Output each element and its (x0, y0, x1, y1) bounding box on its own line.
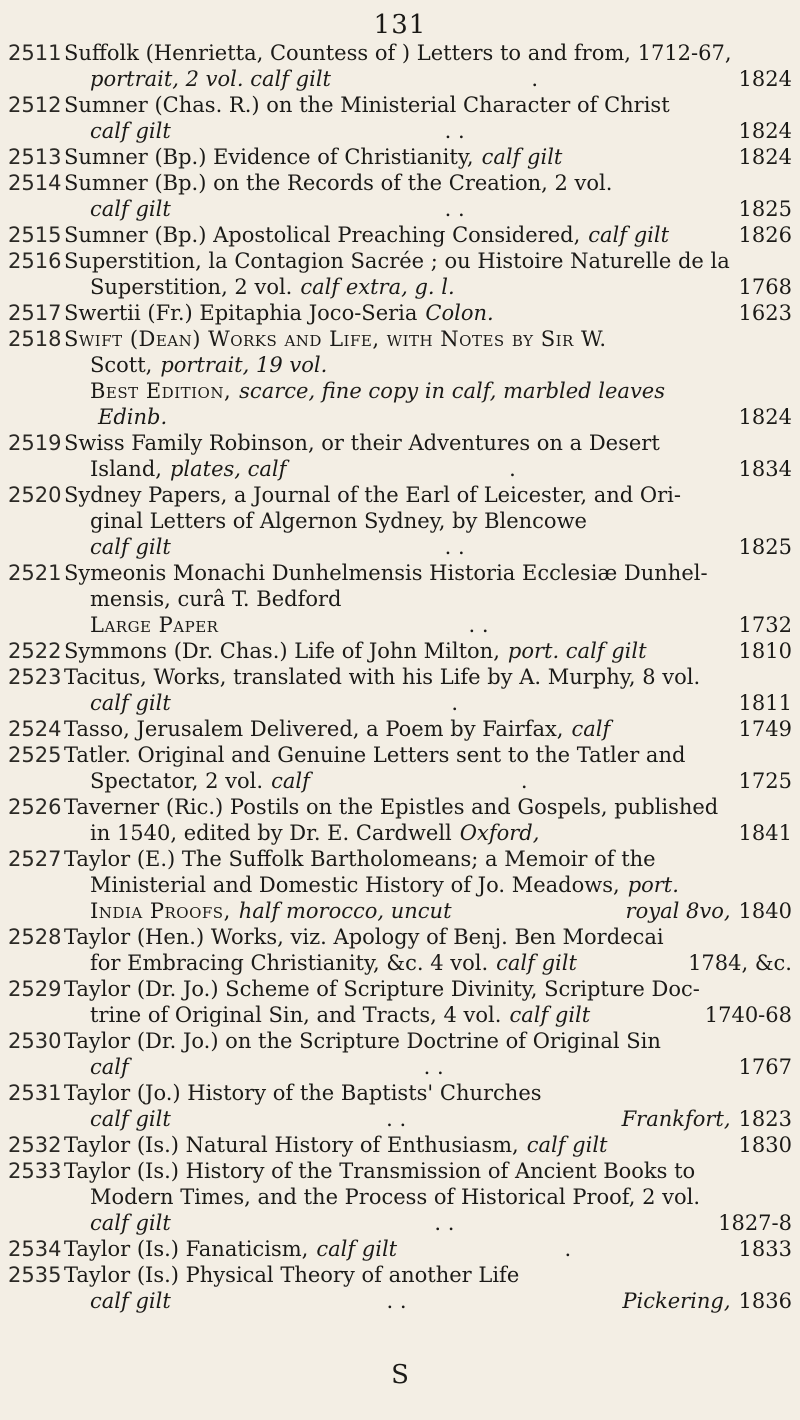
entry-line (64, 1184, 792, 1210)
entry-line (64, 508, 792, 534)
catalog-entry (8, 1262, 792, 1314)
entry-text: Taylor (Is.) Natural History of Enthusiasm, (64, 1133, 519, 1157)
entry-number: 2530 (8, 1029, 62, 1053)
entry-text: trine of Original Sin, and Tracts, 4 vol. (90, 1003, 502, 1027)
entry-number: 2528 (8, 925, 62, 949)
entry-year: 1830 (738, 1133, 792, 1157)
entry-line (64, 898, 792, 924)
entry-text: Superstition, 2 vol. (90, 275, 293, 299)
entry-body (64, 222, 792, 248)
entry-body (64, 794, 792, 846)
entry-place: Pickering, (622, 1289, 731, 1313)
entry-binding-note: calf (571, 717, 611, 741)
entry-binding-note: portrait, 19 vol. (160, 353, 328, 377)
entry-line (64, 196, 792, 222)
entry-text: Sydney Papers, a Journal of the Earl of Leicester, and Ori- (64, 483, 681, 507)
entry-binding-note: calf gilt (588, 223, 670, 247)
entry-text: Ministerial and Domestic History of Jo. Meadows, (90, 873, 620, 897)
entry-number: 2514 (8, 171, 62, 195)
entry-line (64, 664, 792, 690)
entry-text: Best Edition, (90, 379, 232, 403)
entry-number: 2521 (8, 561, 62, 585)
entry-body (64, 482, 792, 560)
entry-line (64, 300, 792, 326)
entry-line (64, 222, 792, 248)
entry-text: Scott, (90, 353, 153, 377)
entry-line (64, 430, 792, 456)
entry-line (64, 1132, 792, 1158)
entry-text: Tasso, Jerusalem Delivered, a Poem by Fairfax, (64, 717, 564, 741)
entry-line (64, 66, 792, 92)
entry-body (64, 326, 792, 430)
entry-number: 2522 (8, 639, 62, 663)
entry-text: Taylor (Dr. Jo.) on the Scripture Doctrine of Original Sin (64, 1029, 661, 1053)
entry-body (64, 664, 792, 716)
entry-line (64, 92, 792, 118)
entry-year: 1810 (738, 639, 792, 663)
entry-text: calf gilt (90, 691, 171, 715)
entry-year: 1811 (738, 691, 792, 715)
entry-line (64, 378, 792, 404)
entry-binding-note: calf gilt (509, 1003, 591, 1027)
entry-body (64, 976, 792, 1028)
entry-number: 2535 (8, 1263, 62, 1287)
entry-text: Modern Times, and the Process of Historical Proof, 2 vol. (90, 1185, 701, 1209)
leader-dots: . (451, 691, 458, 715)
entry-body (64, 300, 792, 326)
entry-year: 1767 (738, 1055, 792, 1079)
entry-year: 1826 (738, 223, 792, 247)
catalog-list (8, 40, 792, 1314)
catalog-entry (8, 482, 792, 560)
entry-number: 2515 (8, 223, 62, 247)
entry-place: Frankfort, (621, 1107, 731, 1131)
catalog-entry (8, 248, 792, 300)
entry-text: Taylor (Jo.) History of the Baptists' Churches (64, 1081, 542, 1105)
entry-text: in 1540, edited by Dr. E. Cardwell (90, 821, 452, 845)
entry-line (64, 118, 792, 144)
entry-text: Tatler. Original and Genuine Letters sent to the Tatler and (64, 743, 686, 767)
catalog-entry (8, 742, 792, 794)
entry-number: 2525 (8, 743, 62, 767)
entry-number: 2517 (8, 301, 62, 325)
entry-body (64, 560, 792, 638)
entry-text: India Proofs, (90, 899, 231, 923)
entry-body (64, 638, 792, 664)
entry-number: 2527 (8, 847, 62, 871)
entry-body (64, 40, 792, 92)
entry-body (64, 1132, 792, 1158)
entry-number: 2516 (8, 249, 62, 273)
entry-line (64, 742, 792, 768)
leader-dots: . . (444, 197, 465, 221)
entry-binding-note: calf gilt (481, 145, 563, 169)
entry-text: ginal Letters of Algernon Sydney, by Blencowe (90, 509, 587, 533)
catalog-entry (8, 170, 792, 222)
entry-body (64, 924, 792, 976)
entry-year: 1749 (738, 717, 792, 741)
entry-body (64, 92, 792, 144)
entry-year: 1834 (738, 457, 792, 481)
catalog-entry (8, 326, 792, 430)
entry-line (64, 560, 792, 586)
entry-line (64, 40, 792, 66)
catalog-entry (8, 846, 792, 924)
entry-body (64, 716, 792, 742)
entry-line (64, 456, 792, 482)
catalog-entry (8, 924, 792, 976)
entry-year: 1623 (738, 301, 792, 325)
entry-line (64, 768, 792, 794)
leader-dots: . (509, 457, 516, 481)
entry-body (64, 1236, 792, 1262)
entry-year: 1841 (738, 821, 792, 845)
catalog-entry (8, 976, 792, 1028)
catalog-entry (8, 716, 792, 742)
entry-text: Taverner (Ric.) Postils on the Epistles and Gospels, published (64, 795, 719, 819)
entry-line (64, 352, 792, 378)
entry-year: 1824 (738, 119, 792, 143)
entry-text: Island, (90, 457, 162, 481)
entry-binding-note: port. (627, 873, 679, 897)
catalog-entry (8, 560, 792, 638)
entry-line (64, 638, 792, 664)
leader-dots: . . (434, 1211, 455, 1235)
leader-dots: . (531, 67, 539, 91)
page-number: 131 (373, 10, 427, 40)
entry-year: 1824 (738, 67, 792, 91)
entry-text: Symeonis Monachi Dunhelmensis Historia Ecclesiæ Dunhel- (64, 561, 708, 585)
entry-line (64, 950, 792, 976)
catalog-entry (8, 1132, 792, 1158)
entry-body (64, 144, 792, 170)
entry-text: Superstition, la Contagion Sacrée ; ou Histoire Naturelle de la (64, 249, 730, 273)
entry-line (64, 144, 792, 170)
entry-binding-note: Edinb. (98, 405, 168, 429)
entry-body (64, 1262, 792, 1314)
catalog-entry (8, 1236, 792, 1262)
signature-mark: S (391, 1360, 409, 1390)
entry-line (64, 404, 792, 430)
catalog-entry (8, 1158, 792, 1236)
entry-line (64, 690, 792, 716)
catalog-entry (8, 92, 792, 144)
entry-line (64, 924, 792, 950)
entry-number: 2518 (8, 327, 62, 351)
entry-binding-note: calf gilt (496, 951, 577, 975)
leader-dots: . (564, 1237, 572, 1261)
entry-binding-note: calf gilt (316, 1237, 398, 1261)
catalog-entry (8, 664, 792, 716)
entry-line (64, 976, 792, 1002)
entry-line (64, 1002, 792, 1028)
entry-number: 2523 (8, 665, 62, 689)
leader-dots: . . (386, 1107, 407, 1131)
entry-line (64, 586, 792, 612)
entry-text: Large Paper (90, 613, 219, 637)
entry-binding-note: calf extra, g. l. (300, 275, 455, 299)
entry-body (64, 1080, 792, 1132)
entry-line (64, 248, 792, 274)
entry-text: Taylor (Is.) History of the Transmission of Ancient Books to (64, 1159, 696, 1183)
entry-line (64, 534, 792, 560)
entry-binding-note: calf gilt (526, 1133, 608, 1157)
entry-text: for Embracing Christianity, &c. 4 vol. (90, 951, 489, 975)
entry-binding-note: port. calf gilt (507, 639, 647, 663)
entry-text: calf gilt (90, 119, 171, 143)
entry-number: 2511 (8, 41, 62, 65)
entry-year: 1784, &c. (688, 951, 792, 975)
entry-line (64, 1288, 792, 1314)
entry-year: 1740-68 (704, 1003, 792, 1027)
entry-number: 2513 (8, 145, 62, 169)
entry-line (64, 1054, 792, 1080)
entry-line (64, 612, 792, 638)
catalog-entry (8, 794, 792, 846)
entry-line (64, 1106, 792, 1132)
entry-body (64, 1028, 792, 1080)
leader-dots: . . (444, 535, 465, 559)
entry-number: 2526 (8, 795, 62, 819)
entry-line (64, 872, 792, 898)
leader-dots: . (520, 769, 528, 793)
entry-text: Taylor (E.) The Suffolk Bartholomeans; a Memoir of the (64, 847, 656, 871)
entry-binding-note: calf (271, 769, 310, 793)
entry-body (64, 430, 792, 482)
entry-binding-note: Oxford, (459, 821, 540, 845)
entry-line (64, 482, 792, 508)
entry-body (64, 742, 792, 794)
entry-year: 1823 (738, 1107, 792, 1131)
entry-text: Taylor (Is.) Physical Theory of another Life (64, 1263, 520, 1287)
entry-text: Taylor (Dr. Jo.) Scheme of Scripture Divinity, Scripture Doc- (64, 977, 700, 1001)
entry-binding-note: half morocco, uncut (238, 899, 452, 923)
entry-year: 1824 (738, 145, 792, 169)
entry-line (64, 1158, 792, 1184)
entry-year: 1833 (738, 1237, 792, 1261)
entry-text: Symmons (Dr. Chas.) Life of John Milton, (64, 639, 500, 663)
entry-text: Spectator, 2 vol. (90, 769, 264, 793)
entry-text: mensis, curâ T. Bedford (90, 587, 342, 611)
entry-number: 2524 (8, 717, 62, 741)
entry-text: Sumner (Bp.) Apostolical Preaching Considered, (64, 223, 581, 247)
entry-text: Sumner (Bp.) on the Records of the Creation, 2 vol. (64, 171, 613, 195)
catalog-entry (8, 1028, 792, 1080)
entry-text: Swertii (Fr.) Epitaphia Joco-Seria (64, 301, 418, 325)
entry-number: 2512 (8, 93, 62, 117)
entry-binding-note: Colon. (425, 301, 494, 325)
entry-text: Taylor (Is.) Fanaticism, (64, 1237, 309, 1261)
entry-line (64, 274, 792, 300)
catalog-entry (8, 300, 792, 326)
catalog-entry (8, 222, 792, 248)
leader-dots: . . (423, 1055, 444, 1079)
entry-text: calf gilt (90, 535, 171, 559)
entry-body (64, 248, 792, 300)
entry-line (64, 1236, 792, 1262)
entry-line (64, 326, 792, 352)
entry-line (64, 846, 792, 872)
catalog-entry (8, 144, 792, 170)
entry-year: 1825 (738, 197, 792, 221)
entry-year: 1824 (738, 405, 792, 429)
entry-number: 2519 (8, 431, 62, 455)
entry-text: Swift (Dean) Works and Life, with Notes by Sir W. (64, 327, 607, 351)
entry-number: 2534 (8, 1237, 62, 1261)
entry-year: 1827-8 (718, 1211, 792, 1235)
leader-dots: . . (444, 119, 465, 143)
entry-text: Taylor (Hen.) Works, viz. Apology of Benj. Ben Mordecai (64, 925, 664, 949)
entry-body (64, 846, 792, 924)
entry-number: 2520 (8, 483, 62, 507)
entry-number: 2532 (8, 1133, 62, 1157)
entry-line (64, 1262, 792, 1288)
entry-body (64, 1158, 792, 1236)
entry-year: 1836 (738, 1289, 792, 1313)
leader-dots: . . (468, 613, 489, 637)
leader-dots: . . (386, 1289, 407, 1313)
entry-text: Suffolk (Henrietta, Countess of ) Letters to and from, 1712-67, (64, 41, 732, 65)
entry-line (64, 820, 792, 846)
entry-line (64, 1028, 792, 1054)
entry-binding-note: plates, calf (169, 457, 287, 481)
entry-number: 2529 (8, 977, 62, 1001)
entry-text: calf gilt (90, 1289, 171, 1313)
entry-text: calf (90, 1055, 129, 1079)
catalog-entry (8, 638, 792, 664)
entry-text: Sumner (Chas. R.) on the Ministerial Character of Christ (64, 93, 670, 117)
entry-text: calf gilt (90, 1107, 171, 1131)
entry-line (64, 1210, 792, 1236)
entry-year: 1725 (738, 769, 792, 793)
entry-year: 1840 (738, 899, 792, 923)
catalog-entry (8, 430, 792, 482)
entry-text: portrait, 2 vol. calf gilt (90, 67, 331, 91)
entry-number: 2533 (8, 1159, 62, 1183)
entry-year: 1768 (738, 275, 792, 299)
entry-text: calf gilt (90, 197, 171, 221)
entry-text: Tacitus, Works, translated with his Life by A. Murphy, 8 vol. (64, 665, 701, 689)
entry-year: 1732 (738, 613, 792, 637)
entry-line (64, 716, 792, 742)
entry-line (64, 1080, 792, 1106)
entry-line (64, 170, 792, 196)
entry-text: calf gilt (90, 1211, 171, 1235)
entry-text: Sumner (Bp.) Evidence of Christianity, (64, 145, 474, 169)
entry-year: 1825 (738, 535, 792, 559)
entry-body (64, 170, 792, 222)
entry-text: Swiss Family Robinson, or their Adventures on a Desert (64, 431, 660, 455)
entry-line (64, 794, 792, 820)
entry-number: 2531 (8, 1081, 62, 1105)
entry-place: royal 8vo, (625, 899, 731, 923)
catalog-entry (8, 1080, 792, 1132)
catalog-entry (8, 40, 792, 92)
entry-binding-note: scarce, fine copy in calf, marbled leaves (239, 379, 666, 403)
